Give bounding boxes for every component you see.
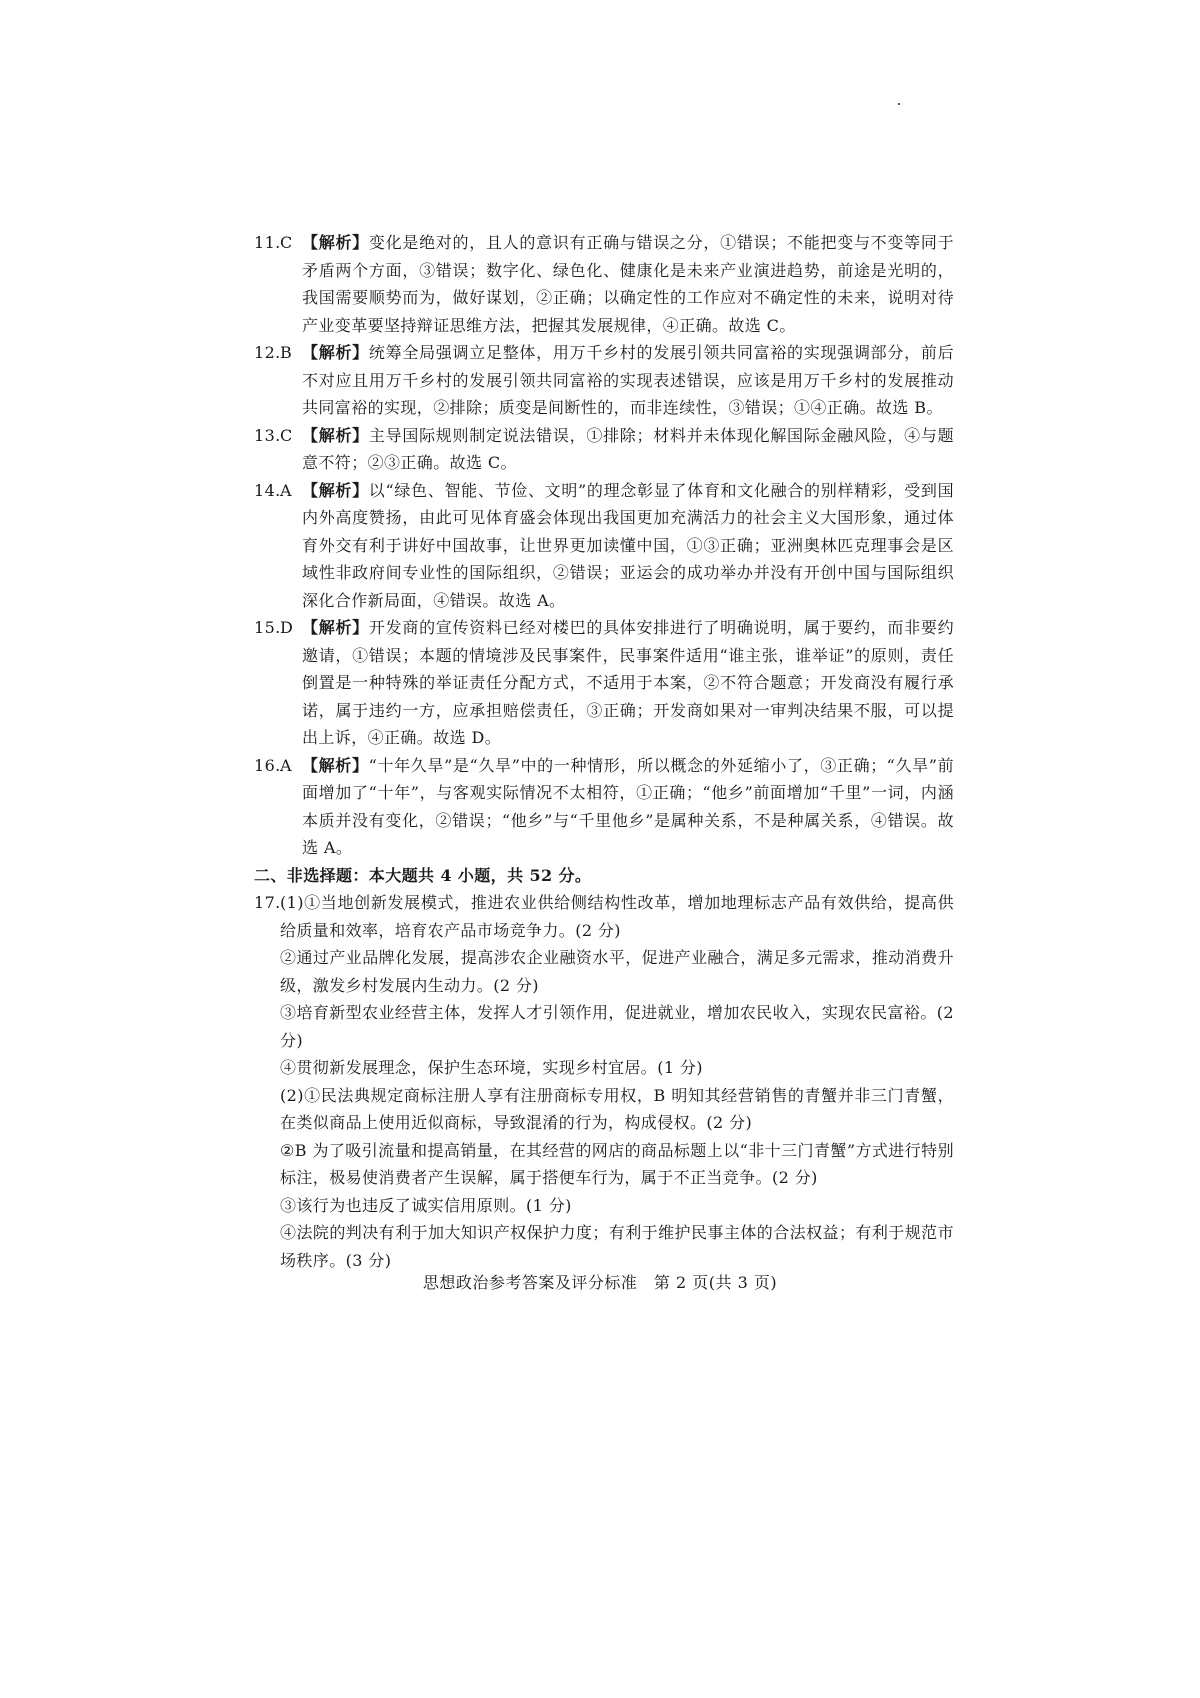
answer-point: ③培育新型农业经营主体，发挥人才引领作用，促进就业，增加农民收入，实现农民富裕。(2 分) xyxy=(280,1003,954,1050)
question-number: 16. xyxy=(254,755,281,775)
explanation-text: 变化是绝对的，且人的意识有正确与错误之分，①错误；不能把变与不变等同于矛盾两个方面，③错误；数字化、绿色化、健康化是未来产业演进趋势，前途是光明的，我国需要顺势而为，做好谋划，②正确；以确定性的工作应对不确定性的未来，说明对待产业变革要坚持辩证思维方法，把握其发展规律，④正确。故选 C。 xyxy=(302,233,954,335)
question-number: 14. xyxy=(254,480,281,500)
analysis-tag: 【解析】 xyxy=(302,343,369,362)
analysis-tag: 【解析】 xyxy=(302,233,369,252)
question-number: 13. xyxy=(254,425,281,445)
explanation-text: “十年久旱”是“久旱”中的一种情形，所以概念的外延缩小了，③正确；“久旱”前面增加了“十年”，与客观实际情况不太相符，①正确；“他乡”前面增加“千里”一词，内涵本质并没有变化，②错误；“他乡”与“千里他乡”是属种关系，不是种属关系，④错误。故选 A。 xyxy=(302,755,955,857)
answer-item xyxy=(254,752,954,862)
analysis-tag: 【解析】 xyxy=(302,618,369,637)
answer-point: (1)①当地创新发展模式，推进农业供给侧结构性改革，增加地理标志产品有效供给，提高供给质量和效率，培育农产品市场竞争力。(2 分) xyxy=(280,893,954,940)
explanation xyxy=(302,752,954,862)
explanation xyxy=(302,229,954,339)
answer-item xyxy=(254,422,954,477)
question-number: 15. xyxy=(254,618,281,637)
question-17-parts xyxy=(280,889,954,1274)
answer-letter: C xyxy=(280,233,293,252)
explanation xyxy=(302,614,954,752)
answer-letter: A xyxy=(280,755,292,775)
answer-letter: B xyxy=(280,343,293,362)
answer-point: ③该行为也违反了诚实信用原则。(1 分) xyxy=(280,1195,572,1215)
analysis-tag: 【解析】 xyxy=(302,480,369,500)
answer-item xyxy=(254,614,954,752)
answer-item xyxy=(254,339,954,422)
answer-letter: A xyxy=(280,480,292,500)
scan-speck xyxy=(898,103,900,105)
question-number: 11. xyxy=(254,233,281,252)
choice-answers xyxy=(254,229,954,862)
explanation xyxy=(302,339,954,422)
answer-point: (2)①民法典规定商标注册人享有注册商标专用权，B 明知其经营销售的青蟹并非三门青蟹，在类似商品上使用近似商标，导致混淆的行为，构成侵权。(2 分) xyxy=(280,1085,954,1132)
question-17 xyxy=(254,889,954,1274)
question-number: 17. xyxy=(254,893,281,912)
explanation-text: 以“绿色、智能、节俭、文明”的理念彰显了体育和文化融合的别样精彩，受到国内外高度赞扬，由此可见体育盛会体现出我国更加充满活力的社会主义大国形象，通过体育外交有利于讲好中国故事，让世界更加读懂中国，①③正确；亚洲奥林匹克理事会是区域性非政府间专业性的国际组织，②错误；亚运会的成功举办并没有开创中国与国际组织深化合作新局面，④错误。故选 A。 xyxy=(302,480,954,610)
answer-item xyxy=(254,477,954,615)
answer-letter: C xyxy=(280,425,293,445)
explanation-text: 统筹全局强调立足整体，用万千乡村的发展引领共同富裕的实现强调部分，前后不对应且用万千乡村的发展引领共同富裕的实现表述错误，应该是用万千乡村的发展推动共同富裕的实现，②排除；质变是间断性的，而非连续性，③错误；①④正确。故选 B。 xyxy=(302,343,954,417)
explanation xyxy=(302,477,954,615)
analysis-tag: 【解析】 xyxy=(302,755,369,775)
question-number: 12. xyxy=(254,343,281,362)
answer-letter: D xyxy=(280,618,294,637)
answer-point: ④法院的判决有利于加大知识产权保护力度；有利于维护民事主体的合法权益；有利于规范市场秩序。(3 分) xyxy=(280,1223,954,1270)
analysis-tag: 【解析】 xyxy=(302,425,369,445)
answer-content xyxy=(254,229,954,1274)
answer-point: ②B 为了吸引流量和提高销量，在其经营的网店的商品标题上以“非十三门青蟹”方式进行特别标注，极易使消费者产生误解，属于搭便车行为，属于不正当竞争。(2 分) xyxy=(280,1140,954,1187)
section-heading: 二、非选择题：本大题共 4 小题，共 52 分。 xyxy=(254,865,592,885)
answer-point: ②通过产业品牌化发展，提高涉农企业融资水平，促进产业融合，满足多元需求，推动消费升级，激发乡村发展内生动力。(2 分) xyxy=(280,948,954,995)
answer-item xyxy=(254,229,954,339)
answer-point: ④贯彻新发展理念，保护生态环境，实现乡村宜居。(1 分) xyxy=(280,1058,703,1077)
explanation xyxy=(302,422,954,477)
page-footer: 思想政治参考答案及评分标准 第 2 页(共 3 页) xyxy=(422,1273,778,1292)
explanation-text: 开发商的宣传资料已经对楼巴的具体安排进行了明确说明，属于要约，而非要约邀请，①错误；本题的情境涉及民事案件，民事案件适用“谁主张，谁举证”的原则，责任倒置是一种特殊的举证责任分配方式，不适用于本案，②不符合题意；开发商没有履行承诺，属于违约一方，应承担赔偿责任，③正确；开发商如果对一审判决结果不服，可以提出上诉，④正确。故选 D。 xyxy=(302,618,954,747)
explanation-text: 主导国际规则制定说法错误，①排除；材料并未体现化解国际金融风险，④与题意不符；②③正确。故选 C。 xyxy=(302,425,954,472)
